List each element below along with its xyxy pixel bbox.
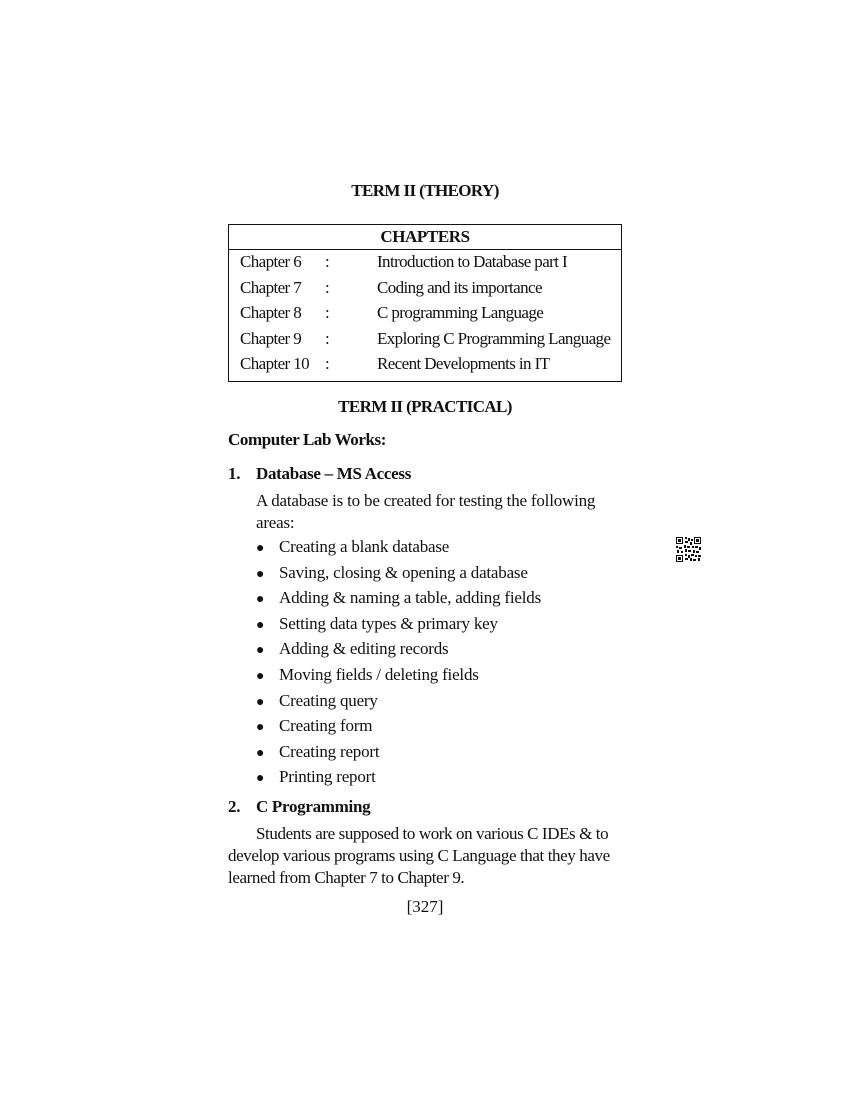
practical-heading: TERM II (PRACTICAL) <box>338 397 512 416</box>
bullet-icon: ● <box>256 745 265 761</box>
section-number: 2. <box>228 797 241 816</box>
chapter-separator: : <box>325 328 330 348</box>
bullet-icon: ● <box>256 643 265 659</box>
bullet-icon: ● <box>256 566 265 582</box>
chapter-title: Exploring C Programming Language <box>377 328 611 348</box>
list-item <box>256 563 541 589</box>
list-item <box>256 742 541 768</box>
database-task-list <box>256 537 541 793</box>
chapter-row <box>229 352 621 378</box>
chapter-separator: : <box>325 252 330 271</box>
bullet-icon: ● <box>256 694 265 710</box>
list-item <box>256 639 541 665</box>
list-item-text: Moving fields / deleting fields <box>279 664 479 684</box>
bullet-icon: ● <box>256 668 265 684</box>
chapter-number: Chapter 7 <box>240 277 302 297</box>
chapter-title: Recent Developments in IT <box>377 354 550 374</box>
bullet-icon: ● <box>256 541 265 556</box>
list-item-text: Creating query <box>279 690 378 710</box>
list-item-text: Adding & naming a table, adding fields <box>279 588 541 608</box>
chapters-table-heading: CHAPTERS <box>229 225 621 250</box>
page-number: [327] <box>406 897 444 916</box>
list-item-text: Saving, closing & opening a database <box>279 562 528 582</box>
chapter-title: Coding and its importance <box>377 277 542 297</box>
chapter-title: C programming Language <box>377 303 544 323</box>
list-item-text: Adding & editing records <box>279 639 449 659</box>
qr-code-graphic <box>676 537 701 562</box>
lab-works-title: Computer Lab Works: <box>228 430 387 449</box>
c-programming-description: Students are supposed to work on various C IDEs & to develop various programs using C Language that they have learned from Chapter 7 to Chapter 9. <box>228 824 610 887</box>
list-item-text: Creating form <box>279 716 373 736</box>
list-item <box>256 537 541 563</box>
chapter-number: Chapter 8 <box>240 303 302 323</box>
bullet-icon: ● <box>256 720 265 736</box>
section-title: Database – MS Access <box>256 464 412 483</box>
chapter-number: Chapter 9 <box>240 328 302 348</box>
list-item <box>256 767 541 793</box>
chapter-separator: : <box>325 303 330 323</box>
section-number: 1. <box>228 464 241 483</box>
qr-code-icon <box>676 537 701 562</box>
section-heading-c-programming <box>228 797 370 817</box>
bullet-icon: ● <box>256 617 265 633</box>
database-description: A database is to be created for testing the following areas: <box>256 491 596 532</box>
list-item <box>256 665 541 691</box>
list-item-text: Printing report <box>279 767 376 787</box>
bullet-icon: ● <box>256 771 265 787</box>
chapter-separator: : <box>325 277 330 297</box>
chapter-number: Chapter 10 <box>240 354 310 374</box>
bullet-icon: ● <box>256 592 265 608</box>
list-item-text: Setting data types & primary key <box>279 613 498 633</box>
list-item <box>256 691 541 717</box>
list-item <box>256 588 541 614</box>
list-item-text: Creating report <box>279 741 380 761</box>
section-title: C Programming <box>256 797 371 816</box>
list-item <box>256 716 541 742</box>
theory-heading: TERM II (THEORY) <box>351 181 499 200</box>
chapter-separator: : <box>325 354 330 374</box>
chapter-title: Introduction to Database part I <box>377 252 568 271</box>
chapter-row <box>229 301 621 327</box>
section-heading-database <box>228 464 411 484</box>
list-item-text: Creating a blank database <box>279 537 450 556</box>
chapter-row <box>229 250 621 276</box>
chapters-table <box>228 224 622 382</box>
chapter-row <box>229 327 621 353</box>
chapter-row <box>229 276 621 302</box>
list-item <box>256 614 541 640</box>
chapter-number: Chapter 6 <box>240 252 302 271</box>
